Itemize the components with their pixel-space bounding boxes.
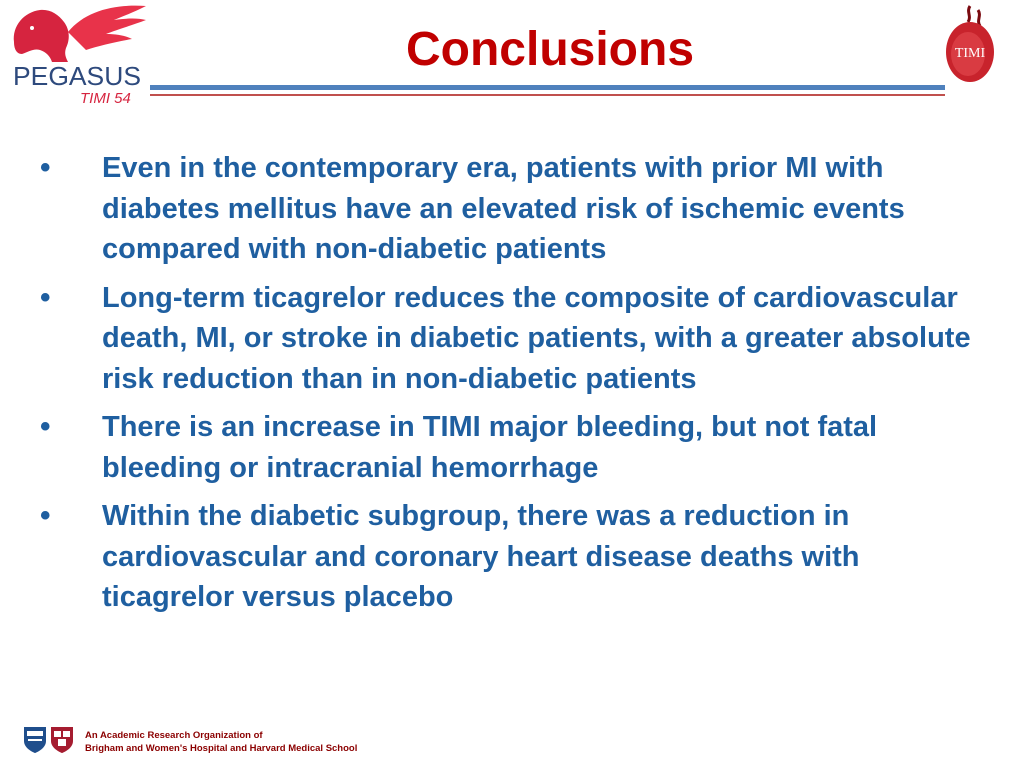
timi-logo-text: TIMI [954, 46, 986, 61]
list-item [40, 496, 980, 618]
footer-logos [22, 725, 76, 755]
list-item [40, 278, 980, 400]
footer-text [85, 729, 357, 755]
bullet-marker: • [40, 410, 51, 443]
bwh-shield-icon [24, 727, 46, 753]
pegasus-subtitle: TIMI 54 [80, 90, 131, 107]
timi-logo [942, 2, 998, 86]
page-title: Conclusions [405, 23, 695, 76]
bullet-text: There is an increase in TIMI major bleeding, but not fatal bleeding or intracranial hemorrhage [102, 411, 878, 484]
bullet-list [40, 148, 980, 626]
bullet-text: Within the diabetic subgroup, there was a reduction in cardiovascular and coronary heart disease deaths with ticagrelor versus placebo [102, 500, 860, 613]
bullet-text: Even in the contemporary era, patients with prior MI with diabetes mellitus have an elevated risk of ischemic events compared with non-diabetic patients [102, 152, 905, 265]
list-item [40, 407, 980, 488]
bullet-marker: • [40, 151, 51, 184]
pegasus-logo [6, 2, 156, 110]
header-rule-red [150, 94, 945, 96]
pegasus-name: PEGASUS [13, 61, 141, 91]
footer-line-2: Brigham and Women's Hospital and Harvard Medical School [85, 743, 358, 754]
list-item [40, 148, 980, 270]
pegasus-horse-icon [14, 10, 69, 62]
footer-line-1: An Academic Research Organization of [85, 730, 263, 741]
bullet-text: Long-term ticagrelor reduces the composite of cardiovascular death, MI, or stroke in diabetic patients, with a greater absolute risk reduction than in non-diabetic patients [102, 281, 971, 395]
header-rule-blue [150, 85, 945, 90]
harvard-shield-icon [51, 727, 73, 753]
bullet-marker: • [40, 280, 51, 314]
bullet-marker: • [40, 499, 51, 532]
pegasus-wing-icon [68, 6, 146, 50]
